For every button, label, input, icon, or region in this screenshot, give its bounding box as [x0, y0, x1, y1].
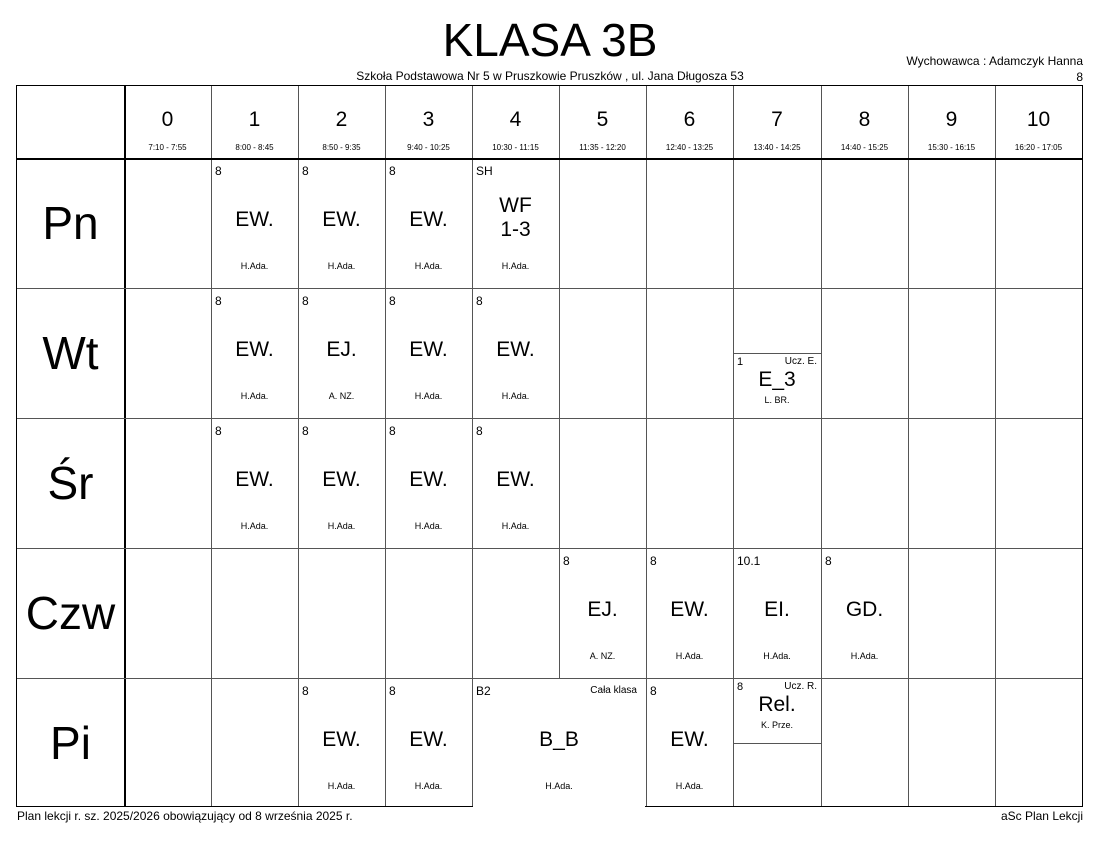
teacher: H.Ada.: [414, 521, 443, 531]
lesson-cell[interactable]: [385, 288, 472, 418]
lesson-cell-group[interactable]: [733, 353, 821, 418]
period-number: 1: [248, 108, 261, 131]
lesson-cell[interactable]: [559, 548, 646, 678]
page-title: KLASA 3B: [442, 14, 658, 66]
lesson-cell[interactable]: [646, 678, 733, 808]
subject: EW.: [670, 598, 709, 621]
day-label-wt: Wt: [42, 327, 99, 379]
teacher: H.Ada.: [501, 521, 530, 531]
lesson-cell[interactable]: [385, 418, 472, 548]
period-number: 10: [1026, 108, 1051, 131]
teacher: A. NZ.: [328, 391, 355, 401]
lesson-cell[interactable]: [298, 418, 385, 548]
group-note: Cała klasa: [590, 685, 637, 696]
subject: EW.: [409, 208, 448, 231]
grid-line: [124, 86, 126, 806]
period-number: 8: [858, 108, 871, 131]
subject: EI.: [764, 598, 790, 621]
day-label-czw: Czw: [25, 587, 116, 639]
teacher: H.Ada.: [327, 261, 356, 271]
grid-line: [995, 86, 996, 806]
teacher: H.Ada.: [414, 781, 443, 791]
period-time: 10:30 - 11:15: [492, 143, 539, 152]
period-header-1: [211, 86, 298, 158]
lesson-cell[interactable]: [821, 548, 908, 678]
period-number: 9: [945, 108, 958, 131]
room-number: 8: [302, 294, 309, 308]
room-number: 8: [389, 424, 396, 438]
room-number: 8: [476, 424, 483, 438]
teacher: H.Ada.: [675, 781, 704, 791]
lesson-cell[interactable]: [211, 158, 298, 288]
subject: EW.: [409, 728, 448, 751]
room-number: 8: [389, 164, 396, 178]
grid-line: [17, 548, 1082, 549]
room-number: B2: [476, 684, 491, 698]
teacher: H.Ada.: [763, 651, 791, 661]
room-number: 8: [215, 164, 222, 178]
subject: EW.: [496, 338, 535, 361]
period-number: 5: [596, 108, 609, 131]
period-time: 11:35 - 12:20: [579, 143, 626, 152]
period-number: 3: [422, 108, 435, 131]
room-number: 10.1: [737, 554, 761, 568]
room-number: 8: [476, 294, 483, 308]
lesson-cell[interactable]: [472, 288, 559, 418]
room-number: 8: [302, 684, 309, 698]
grid-line: [908, 86, 909, 806]
room-number: 8: [389, 294, 396, 308]
lesson-cell[interactable]: [385, 158, 472, 288]
subject: [472, 194, 559, 242]
room-number: 8: [650, 554, 657, 568]
subject-line: WF: [499, 194, 532, 217]
teacher: L. BR.: [764, 395, 790, 405]
footer-brand: aSc Plan Lekcji: [1000, 809, 1083, 823]
room-number: 1: [737, 356, 744, 368]
room-number: 8: [737, 681, 744, 693]
subject: B_B: [539, 728, 579, 751]
day-label-pi: Pi: [50, 717, 91, 769]
subject: EW.: [322, 728, 361, 751]
room-number: 8: [563, 554, 570, 568]
teacher: A. NZ.: [589, 651, 616, 661]
teacher: H.Ada.: [327, 521, 356, 531]
teacher: H.Ada.: [327, 781, 356, 791]
subject: EW.: [409, 468, 448, 491]
subject: EW.: [235, 208, 274, 231]
period-header-4: [472, 86, 559, 158]
period-number: 2: [335, 108, 348, 131]
room-number: 8: [389, 684, 396, 698]
period-number: 6: [683, 108, 696, 131]
period-time: 9:40 - 10:25: [407, 143, 450, 152]
period-time: 12:40 - 13:25: [665, 143, 714, 152]
period-time: 14:40 - 15:25: [840, 143, 889, 152]
period-time: 16:20 - 17:05: [1014, 143, 1063, 152]
period-time: 8:50 - 9:35: [322, 143, 361, 152]
subject-line: 1-3: [500, 218, 531, 241]
teacher: H.Ada.: [240, 391, 269, 401]
room-number: 8: [650, 684, 657, 698]
teacher: H.Ada.: [501, 261, 530, 271]
period-header-3: [385, 86, 472, 158]
period-header-2: [298, 86, 385, 158]
teacher: K. Prze.: [760, 720, 793, 730]
page-number: 8: [1076, 70, 1083, 84]
teacher: H.Ada.: [414, 261, 443, 271]
teacher: H.Ada.: [675, 651, 704, 661]
room-number: 8: [215, 294, 222, 308]
period-time: 7:10 - 7:55: [148, 143, 187, 152]
lesson-cell-double[interactable]: [473, 679, 645, 808]
lesson-cell[interactable]: [298, 288, 385, 418]
period-header-9: [908, 86, 995, 158]
room-number: SH: [476, 164, 493, 178]
footer-validity: Plan lekcji r. sz. 2025/2026 obowiązujący od 8 września 2025 r.: [17, 809, 353, 823]
period-number: 0: [161, 108, 174, 131]
subject: EW.: [322, 468, 361, 491]
lesson-cell[interactable]: [733, 548, 821, 678]
subject: EW.: [409, 338, 448, 361]
lesson-cell[interactable]: [211, 418, 298, 548]
period-time: 15:30 - 16:15: [927, 143, 976, 152]
subject: EW.: [235, 468, 274, 491]
room-number: 8: [302, 424, 309, 438]
lesson-cell[interactable]: [472, 418, 559, 548]
teacher: H.Ada.: [850, 651, 879, 661]
period-time: 8:00 - 8:45: [235, 143, 274, 152]
lesson-cell[interactable]: [298, 678, 385, 808]
lesson-cell[interactable]: [298, 158, 385, 288]
subject: EW.: [496, 468, 535, 491]
teacher: H.Ada.: [240, 261, 269, 271]
teacher: H.Ada.: [240, 521, 269, 531]
day-label-sr: Śr: [47, 457, 94, 509]
subject: E_3: [758, 368, 796, 391]
subject: EW.: [670, 728, 709, 751]
subject: GD.: [845, 598, 884, 621]
lesson-cell[interactable]: [385, 678, 472, 808]
teacher: H.Ada.: [414, 391, 443, 401]
period-number: 7: [771, 108, 783, 131]
subject: EW.: [322, 208, 361, 231]
period-header-0: [124, 86, 211, 158]
timetable-grid: [16, 85, 1083, 807]
room-number: 8: [825, 554, 832, 568]
school-name: Szkoła Podstawowa Nr 5 w Pruszkowie Pruszków , ul. Jana Długosza 53: [356, 69, 744, 83]
cell-divider: [733, 743, 821, 744]
lesson-cell-group[interactable]: [733, 678, 821, 743]
room-number: 8: [215, 424, 222, 438]
teacher: H.Ada.: [545, 781, 573, 791]
subject: EW.: [235, 338, 274, 361]
room-number: 8: [302, 164, 309, 178]
period-header-10: [995, 86, 1082, 158]
period-header-7: [733, 86, 821, 158]
period-time: 13:40 - 14:25: [753, 143, 801, 152]
period-header-8: [821, 86, 908, 158]
period-header-6: [646, 86, 733, 158]
subject: EJ.: [326, 338, 357, 361]
teacher: H.Ada.: [501, 391, 530, 401]
class-teacher: Wychowawca : Adamczyk Hanna: [906, 54, 1083, 68]
grid-line: [821, 86, 822, 806]
period-header-5: [559, 86, 646, 158]
lesson-cell[interactable]: [472, 158, 559, 288]
lesson-cell[interactable]: [646, 548, 733, 678]
group-note: Ucz. R.: [784, 681, 817, 692]
subject: Rel.: [758, 693, 796, 716]
subject: EJ.: [587, 598, 618, 621]
lesson-cell[interactable]: [211, 288, 298, 418]
group-note: Ucz. E.: [784, 356, 817, 367]
period-number: 4: [509, 108, 522, 131]
day-label-pn: Pn: [42, 197, 99, 249]
